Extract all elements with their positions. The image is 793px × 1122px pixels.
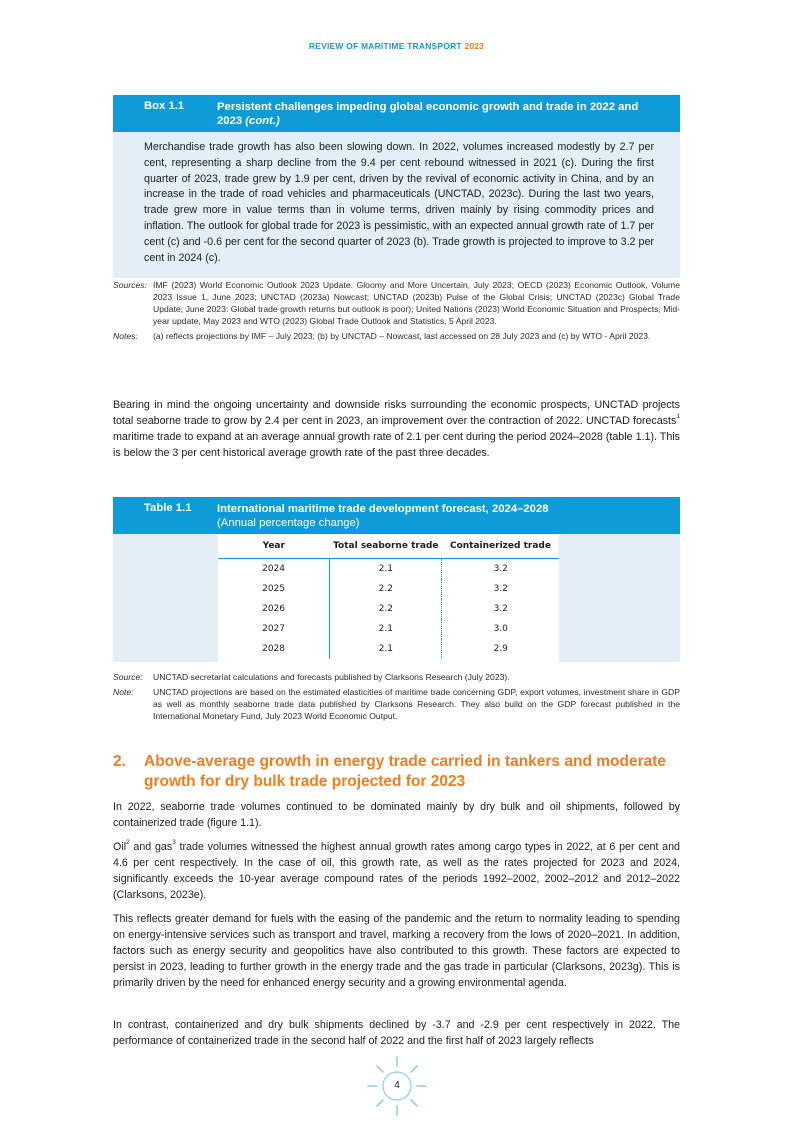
cell-year: 2028 — [218, 639, 330, 659]
notes-row — [113, 330, 680, 342]
para3-a: Oil — [113, 841, 127, 853]
cell-year: 2025 — [218, 579, 330, 599]
cell-total: 2.1 — [330, 619, 442, 639]
cell-total: 2.2 — [330, 599, 442, 619]
table-title: International maritime trade development forecast, 2024–2028 — [217, 503, 549, 515]
cell-container: 3.2 — [493, 564, 508, 574]
table-subtitle: (Annual percentage change) — [217, 517, 360, 529]
notes-label: Notes: — [113, 331, 138, 341]
table-header-row — [218, 534, 559, 559]
table-source-text: UNCTAD secretariat calculations and forecasts published by Clarksons Research (July 2023). — [153, 672, 510, 682]
cell-container: 3.2 — [493, 604, 508, 614]
table-row — [218, 619, 559, 639]
table-label: Table 1.1 — [144, 502, 192, 514]
col-year: Year — [218, 534, 330, 559]
table-1-1 — [113, 497, 680, 662]
paragraph-demand: This reflects greater demand for fuels with the easing of the pandemic and the return to normality leading to spending on energy-intensive services such as transport and travel, marking a recovery from the lows of 2020–2021. In addition, factors such as energy security and geopolitics have also contributed to this growth. These factors are expected to persist in 2023, leading to further growth in the energy trade and the gas trade in particular (Clarksons, 2023g). This is primarily driven by the need for enhanced energy security and a growing environmental agenda. — [113, 913, 680, 989]
box-notes — [113, 279, 680, 345]
cell-total: 2.2 — [330, 579, 442, 599]
col-total-seaborne: Total seaborne trade — [330, 534, 442, 559]
para3-b: and gas — [129, 841, 173, 853]
table-source-row — [113, 671, 680, 683]
page-number: 4 — [394, 1080, 400, 1091]
paragraph-dominance: In 2022, seaborne trade volumes continued to be dominated mainly by dry bulk and oil shipments, followed by containerized trade (figure 1.1). — [113, 801, 680, 829]
sources-text: IMF (2023) World Economic Outlook 2023 Update. Gloomy and More Uncertain, July 2023; OECD (2023) Economic Outlook, Volume 2023 Issue 1, June 2023; UNCTAD (2023a) Nowcast; UNCTAD (2023b) Pulse of the Global Crisis; UNCTAD (2023c) Global Trade Update, June 2023: Global trade growth returns but outlook is poor); United Nations (2023) World Economic Situation and Prospects, Mid-year update, May 2023 and WTO (2023) Global Trade Outlook and Statistics, 5 April 2023. — [153, 280, 680, 326]
table-row — [218, 579, 559, 599]
notes-text: (a) reflects projections by IMF – July 2023; (b) by UNCTAD – Nowcast, last accessed on 28 July 2023 and (c) by WTO - April 2023. — [153, 331, 651, 341]
para1-after: maritime trade to expand at an average annual growth rate of 2.1 per cent during the period 2024–2028 (table 1.1). This is below the 3 per cent historical average growth rate of the past three decades. — [113, 431, 680, 459]
cell-year: 2027 — [218, 619, 330, 639]
table-row — [218, 639, 559, 659]
footnote-1[interactable]: 1 — [676, 413, 680, 421]
paragraph-oil-gas — [113, 839, 680, 903]
table-row — [218, 599, 559, 619]
table-note-row — [113, 686, 680, 722]
box-body: Merchandise trade growth has also been slowing down. In 2022, volumes increased modestly by 2.7 per cent, representing a sharp decline from the 9.4 per cent rebound witnessed in 2021 (c). During the first quarter of 2023, trade grew by 1.9 per cent, driven by the revival of economic activity in China, and by an increase in the trade of road vehicles and pharmaceuticals (UNCTAD, 2023c). During the last two years, trade grew more in value terms than in volume terms, driven mainly by rising commodity prices and inflation. The outlook for global trade for 2023 is pessimistic, with an expected annual growth rate of 1.7 per cent (c) and -0.6 per cent for the second quarter of 2023 (b). Trade growth is projected to improve to 3.2 per cent in 2024 (c). — [113, 132, 680, 278]
paragraph-forecast — [113, 397, 680, 461]
table-header — [113, 497, 680, 534]
section-number: 2. — [113, 753, 126, 770]
para3-c: trade volumes witnessed the highest annual growth rates among cargo types in 2022, at 6 per cent and 4.6 per cent respectively. In the case of oil, this growth rate, as well as the rates projected for 2023 and 2024, significantly exceeds the 10-year average compound rates of the periods 1992–2002, 2002–2012 and 2012–2022 (Clarksons, 2023e). — [113, 841, 680, 901]
footnote-3[interactable]: 3 — [172, 839, 176, 847]
footnote-2[interactable]: 2 — [126, 839, 130, 847]
header-year: 2023 — [464, 41, 485, 51]
box-1-1 — [113, 95, 680, 278]
paragraph-contrast: In contrast, containerized and dry bulk shipments declined by -3.7 and -2.9 per cent respectively in 2022. The performance of containerized trade in the second half of 2022 and the first half of 2023 largely reflects — [113, 1019, 680, 1047]
cell-total: 2.1 — [330, 559, 442, 580]
box-title-suffix: (cont.) — [245, 115, 280, 127]
table-body-bg — [113, 534, 680, 662]
running-header — [0, 41, 793, 51]
col-containerized: Containerized trade — [442, 534, 559, 559]
page-footer — [366, 1055, 428, 1117]
sources-label: Sources: — [113, 280, 147, 290]
forecast-table — [218, 534, 559, 659]
section-heading — [113, 752, 680, 792]
sources-row — [113, 279, 680, 327]
box-title-text: Persistent challenges impeding global economic growth and trade in 2022 and 2023 — [217, 101, 639, 127]
cell-total: 2.1 — [330, 639, 442, 659]
table-note-label: Note: — [113, 687, 134, 697]
table-note-text: UNCTAD projections are based on the estimated elasticities of maritime trade concerning GDP, export volumes, investment share in GDP as well as monthly seaborne trade data published by Clarksons Research. They also build on the GDP forecast published in the International Monetary Fund, July 2023 World Economic Output. — [153, 687, 680, 721]
table-row — [218, 559, 559, 580]
header-title: REVIEW OF MARITIME TRANSPORT — [308, 41, 462, 51]
cell-year: 2024 — [218, 559, 330, 580]
table-source-label: Source: — [113, 672, 143, 682]
cell-container: 3.2 — [493, 584, 508, 594]
section-title: Above-average growth in energy trade carried in tankers and moderate growth for dry bulk trade projected for 2023 — [144, 753, 666, 790]
table-title-block — [217, 502, 549, 530]
para1-before: Bearing in mind the ongoing uncertainty and downside risks surrounding the economic prospects, UNCTAD projects total seaborne trade to grow by 2.4 per cent in 2023, an improvement over the contraction of 2022. UNCTAD forecasts — [113, 399, 680, 427]
table-panel — [218, 534, 559, 662]
box-header — [113, 95, 680, 132]
box-label: Box 1.1 — [144, 100, 185, 112]
cell-year: 2026 — [218, 599, 330, 619]
cell-container: 3.0 — [493, 624, 508, 634]
box-title — [217, 100, 657, 128]
table-notes — [113, 671, 680, 725]
cell-container: 2.9 — [493, 644, 508, 654]
